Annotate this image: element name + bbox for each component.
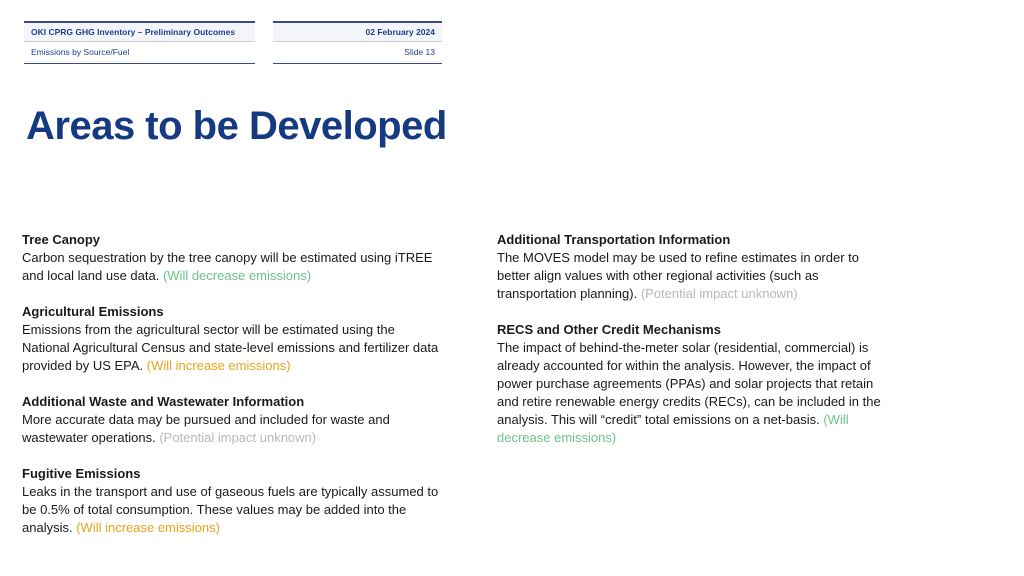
impact-tag: (Potential impact unknown)	[159, 430, 317, 445]
deck-date: 02 February 2024	[273, 23, 442, 42]
section-heading: Fugitive Emissions	[22, 466, 141, 481]
header-left-box	[24, 21, 255, 64]
impact-tag: (Will decrease emissions)	[497, 412, 849, 445]
section-body: Carbon sequestration by the tree canopy will be estimated using iTREE and local land use data.	[22, 250, 433, 283]
right-column	[497, 231, 892, 465]
impact-tag: (Will decrease emissions)	[162, 268, 312, 283]
section-body: More accurate data may be pursued and included for waste and wastewater operations.	[22, 412, 390, 445]
section-recs-credit	[497, 321, 892, 447]
section-tree-canopy	[22, 231, 442, 285]
section-heading: Additional Transportation Information	[497, 232, 731, 247]
section-body: The impact of behind-the-meter solar (residential, commercial) is already accounted for within the analysis. However, the impact of power purchase agreements (PPAs) and solar projects that retain and retire renewable energy credits (RECs), can be included in the analysis. This will “credit” total emissions on a net-basis.	[497, 340, 881, 427]
slide-number: Slide 13	[404, 47, 435, 57]
section-heading: Agricultural Emissions	[22, 304, 164, 319]
section-transportation	[497, 231, 892, 303]
section-heading: Additional Waste and Wastewater Information	[22, 394, 305, 409]
section-name: Emissions by Source/Fuel	[31, 47, 130, 57]
section-waste-wastewater	[22, 393, 442, 447]
section-body: Emissions from the agricultural sector will be estimated using the National Agricultural Census and state-level emissions and fertilizer data provided by US EPA.	[22, 322, 439, 373]
section-agricultural-emissions	[22, 303, 442, 375]
page-title: Areas to be Developed	[26, 104, 447, 148]
impact-tag: (Potential impact unknown)	[640, 286, 798, 301]
section-fugitive-emissions	[22, 465, 442, 537]
section-heading: Tree Canopy	[22, 232, 101, 247]
deck-title: OKI CPRG GHG Inventory – Preliminary Outcomes	[24, 23, 255, 42]
impact-tag: (Will increase emissions)	[146, 358, 291, 373]
section-body: Leaks in the transport and use of gaseous fuels are typically assumed to be 0.5% of total consumption. These values may be added into the analysis.	[22, 484, 439, 535]
left-column	[22, 231, 442, 555]
impact-tag: (Will increase emissions)	[76, 520, 220, 535]
section-heading: RECS and Other Credit Mechanisms	[497, 322, 721, 337]
section-body: The MOVES model may be used to refine estimates in order to better align values with other regional activities (such as transportation planning).	[497, 250, 860, 301]
header-right-box	[273, 21, 442, 64]
